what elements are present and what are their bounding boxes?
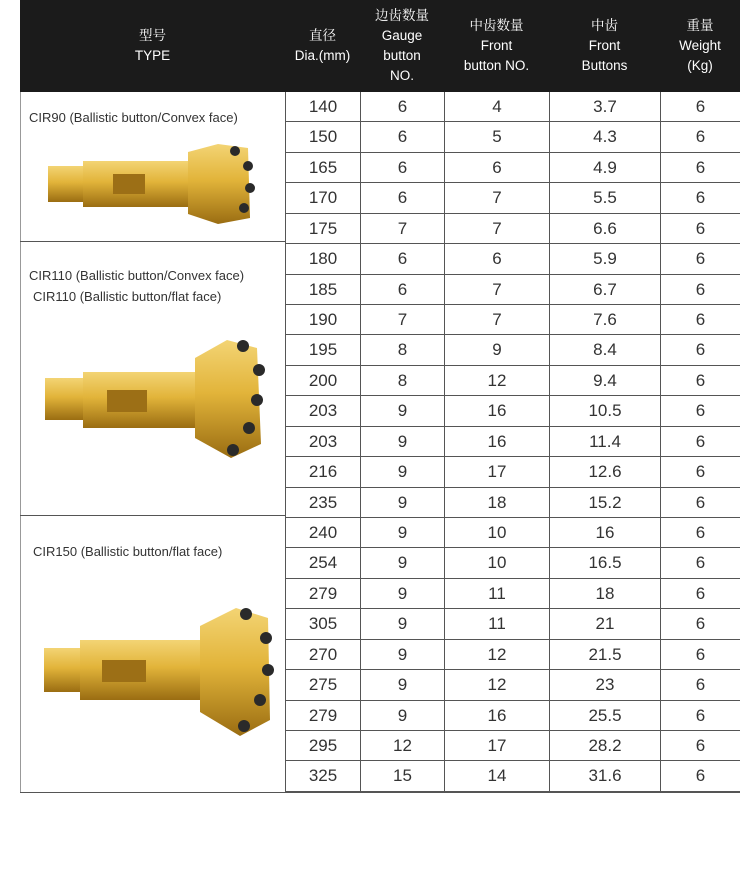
cell-front-no: 6	[444, 244, 549, 274]
cell-dia: 150	[285, 122, 360, 152]
cell-gauge: 9	[360, 579, 444, 609]
table-row	[285, 275, 740, 305]
header-gauge-en-2: button	[383, 48, 421, 63]
cell-weight: 6	[660, 335, 740, 365]
table-row	[285, 396, 740, 426]
cell-dia: 203	[285, 396, 360, 426]
cell-dia: 279	[285, 579, 360, 609]
cell-weight: 6	[660, 670, 740, 700]
cell-dia: 325	[285, 761, 360, 791]
table-row	[285, 214, 740, 244]
cell-weight: 6	[660, 366, 740, 396]
cell-gauge: 9	[360, 518, 444, 548]
type-group-cir90	[20, 92, 285, 242]
cell-front-no: 14	[444, 761, 549, 791]
cell-dia: 180	[285, 244, 360, 274]
cell-front-buttons: 3.7	[549, 92, 660, 122]
table-row	[285, 579, 740, 609]
cell-gauge: 9	[360, 427, 444, 457]
cell-front-buttons: 15.2	[549, 488, 660, 518]
cell-weight: 6	[660, 396, 740, 426]
cell-front-no: 11	[444, 609, 549, 639]
cell-front-no: 17	[444, 457, 549, 487]
header-front-no-cn: 中齿数量	[469, 18, 524, 33]
type-label-cir90: CIR90 (Ballistic button/Convex face)	[29, 110, 238, 125]
cell-dia: 216	[285, 457, 360, 487]
cell-front-buttons: 6.6	[549, 214, 660, 244]
cell-weight: 6	[660, 609, 740, 639]
cell-front-no: 6	[444, 153, 549, 183]
cell-front-buttons: 5.5	[549, 183, 660, 213]
cell-weight: 6	[660, 579, 740, 609]
header-gauge-en-3: NO.	[389, 68, 414, 83]
cell-front-buttons: 11.4	[549, 427, 660, 457]
cell-front-no: 17	[444, 731, 549, 761]
cell-front-no: 4	[444, 92, 549, 122]
table-bottom-border	[20, 792, 740, 793]
cell-dia: 279	[285, 701, 360, 731]
cell-front-buttons: 5.9	[549, 244, 660, 274]
cell-front-no: 16	[444, 396, 549, 426]
cell-front-no: 12	[444, 670, 549, 700]
header-front-no	[444, 0, 549, 92]
cell-dia: 295	[285, 731, 360, 761]
table-row	[285, 731, 740, 761]
cell-dia: 305	[285, 609, 360, 639]
cell-gauge: 15	[360, 761, 444, 791]
cell-front-no: 9	[444, 335, 549, 365]
cell-front-no: 7	[444, 275, 549, 305]
header-gauge-en-1: Gauge	[381, 28, 423, 43]
type-label-cir110-convex: CIR110 (Ballistic button/Convex face)	[29, 268, 245, 283]
cell-front-buttons: 6.7	[549, 275, 660, 305]
cell-gauge: 6	[360, 92, 444, 122]
cell-front-no: 16	[444, 701, 549, 731]
cell-gauge: 9	[360, 488, 444, 518]
table-row	[285, 153, 740, 183]
table-row	[285, 366, 740, 396]
table-row	[285, 244, 740, 274]
cell-front-buttons: 9.4	[549, 366, 660, 396]
cell-dia: 254	[285, 548, 360, 578]
table-row	[285, 427, 740, 457]
cell-gauge: 9	[360, 609, 444, 639]
cell-weight: 6	[660, 640, 740, 670]
cell-gauge: 9	[360, 640, 444, 670]
cell-front-buttons: 28.2	[549, 731, 660, 761]
table-row	[285, 457, 740, 487]
cell-weight: 6	[660, 214, 740, 244]
type-label-cir110-flat: CIR110 (Ballistic button/flat face)	[33, 289, 222, 304]
header-front-buttons-en-1: Front	[588, 38, 621, 53]
header-dia	[285, 0, 360, 92]
header-gauge-cn: 边齿数量	[375, 8, 429, 23]
cell-dia: 165	[285, 153, 360, 183]
table-row	[285, 305, 740, 335]
cell-weight: 6	[660, 153, 740, 183]
type-group-cir110	[20, 242, 285, 516]
table-row	[285, 609, 740, 639]
cell-weight: 6	[660, 457, 740, 487]
spec-sheet	[20, 0, 740, 896]
cell-weight: 6	[660, 518, 740, 548]
table-row	[285, 92, 740, 122]
cell-dia: 203	[285, 427, 360, 457]
cell-front-buttons: 7.6	[549, 305, 660, 335]
cell-dia: 175	[285, 214, 360, 244]
table-row	[285, 122, 740, 152]
cell-dia: 235	[285, 488, 360, 518]
cell-front-buttons: 31.6	[549, 761, 660, 791]
drill-bit-image-cir110	[35, 334, 275, 464]
cell-front-no: 18	[444, 488, 549, 518]
cell-front-buttons: 10.5	[549, 396, 660, 426]
header-weight	[660, 0, 740, 92]
cell-weight: 6	[660, 92, 740, 122]
cell-gauge: 7	[360, 214, 444, 244]
cell-gauge: 9	[360, 701, 444, 731]
header-front-buttons-cn: 中齿	[591, 18, 618, 33]
cell-weight: 6	[660, 244, 740, 274]
cell-weight: 6	[660, 275, 740, 305]
header-dia-en: Dia.(mm)	[294, 48, 351, 63]
cell-gauge: 7	[360, 305, 444, 335]
cell-gauge: 6	[360, 122, 444, 152]
drill-bit-image-cir90	[28, 136, 268, 226]
header-type-en: TYPE	[134, 48, 171, 63]
cell-weight: 6	[660, 305, 740, 335]
cell-front-buttons: 12.6	[549, 457, 660, 487]
table-row	[285, 335, 740, 365]
cell-front-no: 12	[444, 366, 549, 396]
cell-front-buttons: 16.5	[549, 548, 660, 578]
type-group-cir150	[20, 516, 285, 792]
cell-front-no: 10	[444, 548, 549, 578]
header-type	[20, 0, 285, 92]
cell-weight: 6	[660, 488, 740, 518]
table-row	[285, 701, 740, 731]
cell-front-buttons: 21.5	[549, 640, 660, 670]
table-row	[285, 761, 740, 791]
cell-dia: 240	[285, 518, 360, 548]
cell-gauge: 9	[360, 396, 444, 426]
cell-front-buttons: 18	[549, 579, 660, 609]
cell-weight: 6	[660, 427, 740, 457]
cell-gauge: 12	[360, 731, 444, 761]
table-row	[285, 640, 740, 670]
header-front-no-en-2: button NO.	[463, 58, 530, 73]
table-row	[285, 518, 740, 548]
header-weight-cn: 重量	[686, 18, 714, 33]
cell-front-no: 7	[444, 214, 549, 244]
cell-gauge: 6	[360, 183, 444, 213]
header-dia-cn: 直径	[309, 28, 336, 43]
cell-gauge: 9	[360, 548, 444, 578]
header-front-buttons-en-2: Buttons	[581, 58, 628, 73]
cell-front-buttons: 8.4	[549, 335, 660, 365]
header-weight-en-2: (Kg)	[687, 58, 713, 73]
cell-gauge: 6	[360, 275, 444, 305]
cell-dia: 170	[285, 183, 360, 213]
cell-gauge: 8	[360, 366, 444, 396]
cell-gauge: 6	[360, 244, 444, 274]
cell-dia: 200	[285, 366, 360, 396]
table-row	[285, 488, 740, 518]
header-front-buttons	[549, 0, 660, 92]
cell-front-no: 10	[444, 518, 549, 548]
cell-dia: 140	[285, 92, 360, 122]
header-front-no-en-1: Front	[480, 38, 513, 53]
cell-front-buttons: 4.9	[549, 153, 660, 183]
header-weight-en-1: Weight	[679, 38, 721, 53]
cell-gauge: 9	[360, 457, 444, 487]
cell-weight: 6	[660, 761, 740, 791]
cell-front-no: 16	[444, 427, 549, 457]
cell-front-no: 7	[444, 183, 549, 213]
table-row	[285, 183, 740, 213]
cell-front-no: 12	[444, 640, 549, 670]
cell-front-buttons: 23	[549, 670, 660, 700]
drill-bit-image-cir150	[40, 600, 280, 740]
cell-front-no: 11	[444, 579, 549, 609]
cell-weight: 6	[660, 183, 740, 213]
cell-weight: 6	[660, 731, 740, 761]
cell-dia: 195	[285, 335, 360, 365]
cell-front-buttons: 25.5	[549, 701, 660, 731]
cell-dia: 190	[285, 305, 360, 335]
cell-weight: 6	[660, 548, 740, 578]
cell-front-buttons: 21	[549, 609, 660, 639]
cell-front-no: 5	[444, 122, 549, 152]
cell-gauge: 8	[360, 335, 444, 365]
cell-weight: 6	[660, 122, 740, 152]
header-gauge	[360, 0, 444, 92]
cell-front-no: 7	[444, 305, 549, 335]
header-type-cn: 型号	[139, 28, 166, 43]
table-row	[285, 548, 740, 578]
cell-dia: 275	[285, 670, 360, 700]
cell-dia: 185	[285, 275, 360, 305]
cell-front-buttons: 16	[549, 518, 660, 548]
table-row	[285, 670, 740, 700]
type-label-cir150: CIR150 (Ballistic button/flat face)	[33, 544, 223, 559]
cell-front-buttons: 4.3	[549, 122, 660, 152]
cell-gauge: 6	[360, 153, 444, 183]
cell-weight: 6	[660, 701, 740, 731]
cell-gauge: 9	[360, 670, 444, 700]
table-header	[20, 0, 740, 92]
cell-dia: 270	[285, 640, 360, 670]
